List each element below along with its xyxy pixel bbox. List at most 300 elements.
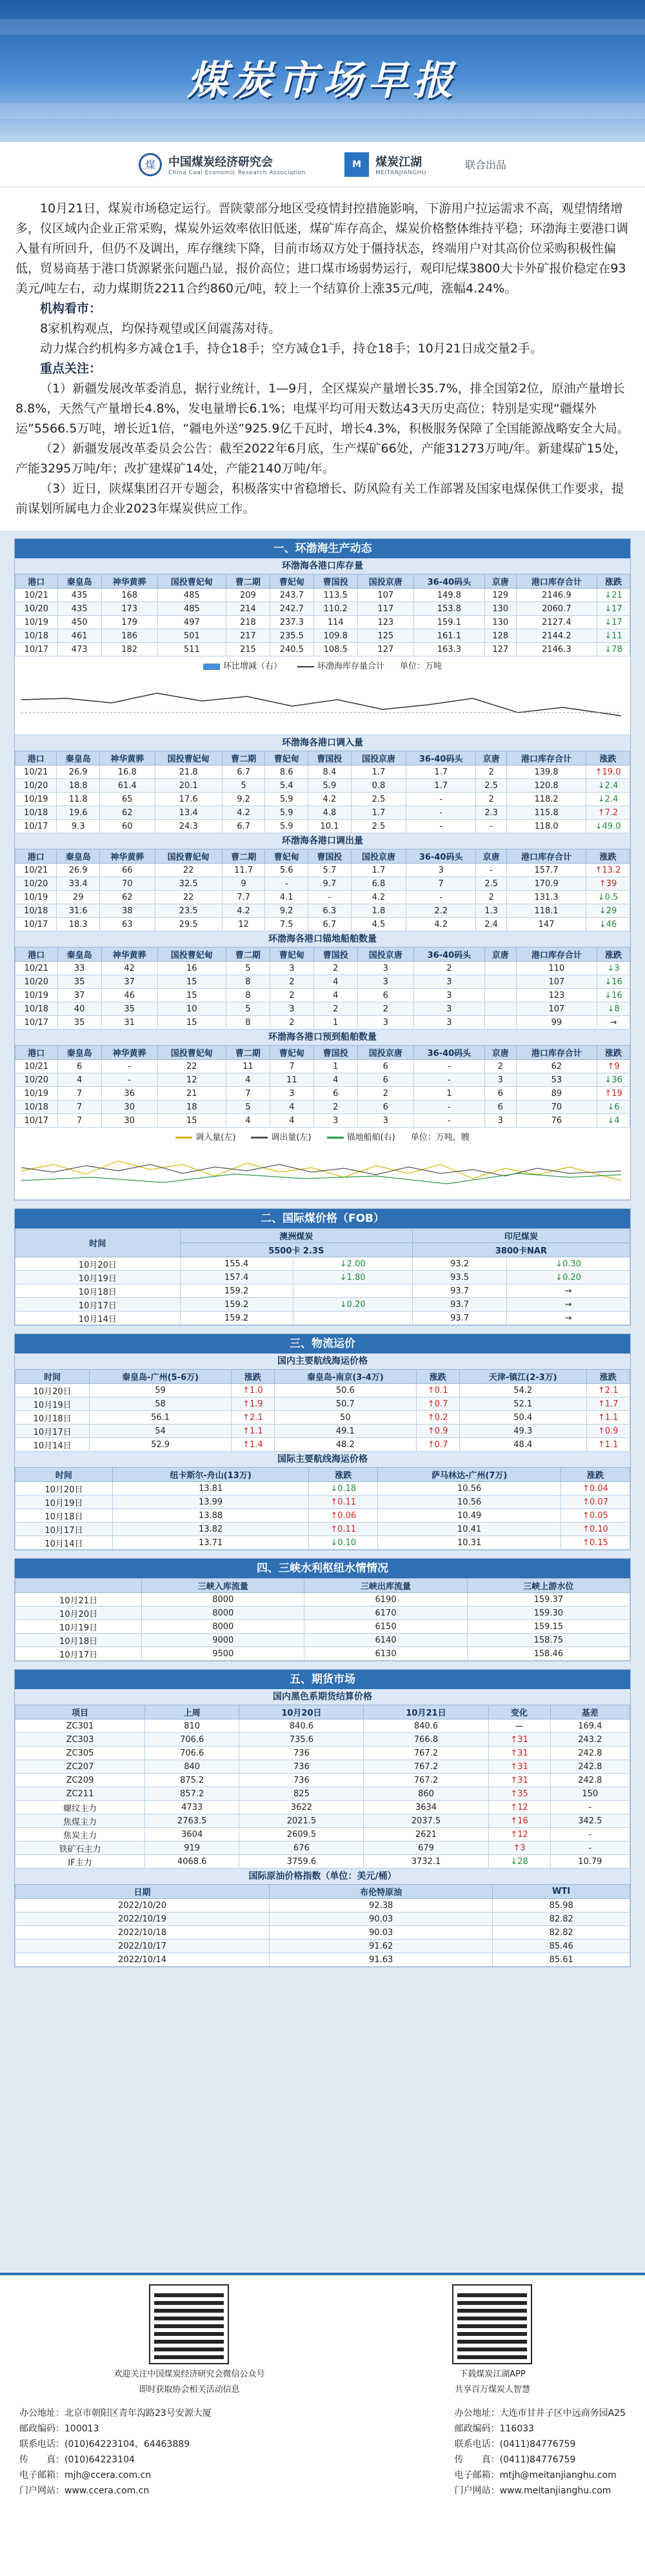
- table-cell: 10月18日: [15, 1634, 142, 1647]
- table-cell: 2.5: [351, 820, 406, 833]
- table-cell: 10/21: [15, 1060, 58, 1073]
- table-cell: 10/20: [15, 1073, 58, 1087]
- table-cell: 3: [484, 1114, 516, 1128]
- table-row: [15, 602, 630, 616]
- table-cell: 163.3: [413, 643, 484, 656]
- column-header: 国投曹妃甸: [155, 849, 222, 864]
- table-cell: 70: [100, 877, 155, 891]
- table-cell: ↓29: [586, 904, 630, 918]
- table-cell: 90.03: [270, 1926, 493, 1940]
- table-cell: 12: [157, 1073, 226, 1087]
- table-row: [15, 1425, 630, 1438]
- flow-chart: [15, 1128, 630, 1200]
- table-cell: 158.75: [467, 1634, 630, 1647]
- table-cell: 1: [413, 1087, 484, 1100]
- table-cell: 82.82: [493, 1926, 630, 1940]
- column-header: 时间: [15, 1468, 113, 1482]
- column-header: 国投京唐: [351, 751, 406, 766]
- contact-line: 传 真：(010)64223104: [19, 2455, 135, 2465]
- table-cell: 4: [226, 1114, 270, 1128]
- ccera-logo: [139, 153, 306, 176]
- table-cell: 497: [157, 616, 226, 629]
- table-cell: 2021.5: [239, 1814, 364, 1828]
- table-cell: 767.2: [364, 1760, 488, 1774]
- table-row: [15, 1828, 630, 1841]
- table-cell: 2: [476, 891, 507, 904]
- column-header: 涨跌: [597, 1046, 630, 1060]
- table-cell: 29.5: [155, 918, 222, 931]
- table-cell: IF主力: [15, 1855, 145, 1869]
- table-cell: 2146.9: [516, 589, 597, 602]
- table-cell: 159.2: [180, 1312, 293, 1325]
- table-cell: 736: [239, 1760, 364, 1774]
- table-cell: ↓0.20: [293, 1298, 412, 1312]
- oil-title: 国际原油价格指数（单位：美元/桶）: [15, 1869, 630, 1884]
- table-cell: 7: [226, 1087, 270, 1100]
- table-cell: 2.5: [476, 877, 507, 891]
- table-cell: -: [476, 864, 507, 877]
- table-row: [15, 877, 630, 891]
- table-cell: ↓2.4: [586, 779, 630, 793]
- table-row: [15, 1855, 630, 1869]
- table-row: [15, 891, 630, 904]
- table-cell: ↑0.11: [309, 1523, 378, 1536]
- table-cell: 113.5: [313, 589, 357, 602]
- column-header: 国投京唐: [351, 849, 406, 864]
- table-cell: 4.5: [351, 918, 406, 931]
- table-row: [15, 1384, 630, 1397]
- table-cell: 4.2: [351, 891, 406, 904]
- table-cell: 6.7: [222, 820, 265, 833]
- table-cell: 15: [157, 989, 226, 1002]
- org2-name: 煤炭江湖: [375, 155, 422, 169]
- table-cell: 10/18: [15, 806, 57, 820]
- table-row: [15, 1647, 630, 1661]
- table-cell: 123: [357, 616, 413, 629]
- table-cell: 26.9: [57, 766, 100, 779]
- freight-domestic-title: 国内主要航线海运价格: [15, 1354, 630, 1369]
- table-cell: 8.4: [308, 766, 352, 779]
- table-cell: ↓8: [597, 1002, 630, 1016]
- column-header: WTI: [493, 1885, 630, 1899]
- table-cell: 107: [516, 1002, 597, 1016]
- table-cell: →: [507, 1284, 630, 1298]
- table-cell: 5.4: [265, 779, 308, 793]
- table-cell: 4.2: [308, 793, 352, 806]
- column-header: 神华黄骅: [100, 849, 155, 864]
- column-header: 涨跌: [586, 751, 630, 766]
- table-cell: 37: [101, 975, 157, 989]
- table-cell: 17.6: [155, 793, 222, 806]
- table-cell: ↑1.1: [586, 1411, 630, 1425]
- summary-text: [0, 187, 645, 531]
- table-cell: 150: [550, 1787, 630, 1801]
- table-cell: 840: [144, 1760, 239, 1774]
- table-cell: 118.1: [507, 904, 586, 918]
- section-futures: [14, 1669, 631, 1967]
- column-header: 时间: [15, 1370, 90, 1384]
- column-header: 三峡上游水位: [467, 1579, 630, 1593]
- qr-code-icon: [453, 2286, 531, 2363]
- table-cell: ↓6: [597, 1100, 630, 1114]
- column-header: 港口库存合计: [516, 1046, 597, 1060]
- table-cell: 52.9: [90, 1438, 231, 1452]
- table-cell: 6.7: [222, 766, 265, 779]
- table-cell: ↑31: [488, 1760, 550, 1774]
- table-cell: 16: [157, 962, 226, 975]
- table-cell: 59: [90, 1384, 231, 1397]
- table-cell: 3: [357, 1114, 413, 1128]
- table-cell: 13.4: [155, 806, 222, 820]
- table-cell: ↓36: [597, 1073, 630, 1087]
- table-row: [15, 1760, 630, 1774]
- table-row: [15, 1016, 630, 1029]
- table-cell: 10月20日: [15, 1384, 90, 1397]
- table-cell: ↑0.07: [561, 1496, 630, 1509]
- table-row: [15, 1953, 630, 1967]
- table-cell: 26.9: [57, 864, 100, 877]
- table-cell: 10/19: [15, 616, 58, 629]
- table-cell: 2: [313, 1002, 357, 1016]
- table-cell: 5.9: [265, 793, 308, 806]
- table-cell: 161.1: [413, 629, 484, 643]
- out-title: 环渤海各港口调出量: [15, 833, 630, 849]
- section5-title: 五、期货市场: [15, 1670, 630, 1689]
- table-cell: 107: [516, 975, 597, 989]
- table-cell: 31.6: [57, 904, 100, 918]
- column-header: 曹国投: [313, 1046, 357, 1060]
- oil-table: [15, 1884, 630, 1967]
- column-header: 港口: [15, 849, 57, 864]
- table-cell: 209: [226, 589, 270, 602]
- table-row: [15, 1284, 630, 1298]
- futures-title: 国内黑色系期货结算价格: [15, 1689, 630, 1705]
- table-cell: 3: [484, 1073, 516, 1087]
- column-header: 曹国投: [308, 849, 352, 864]
- section1-title: 一、环渤海生产动态: [15, 539, 630, 558]
- table-cell: 10月17日: [15, 1647, 142, 1661]
- column-header: 秦皇岛-南京(3-4万): [275, 1370, 416, 1384]
- table-cell: 49.3: [459, 1425, 586, 1438]
- table-cell: 56.1: [90, 1411, 231, 1425]
- table-cell: 342.5: [550, 1814, 630, 1828]
- column-header: 秦皇岛-广州(5-6万): [90, 1370, 231, 1384]
- table-cell: 螺纹主力: [15, 1801, 145, 1814]
- legend-anchor: 锚地船舶(右): [327, 1130, 395, 1142]
- table-cell: ↑7.2: [586, 806, 630, 820]
- table-cell: 10: [157, 1002, 226, 1016]
- table-cell: 93.5: [412, 1271, 506, 1284]
- table-cell: 13.81: [112, 1482, 308, 1496]
- table-cell: ↑16: [488, 1814, 550, 1828]
- table-cell: 7: [406, 877, 476, 891]
- footer: [0, 2273, 645, 2576]
- table-cell: 3: [270, 1087, 313, 1100]
- table-cell: 810: [144, 1719, 239, 1733]
- table-cell: 2022/10/20: [15, 1899, 270, 1912]
- table-cell: 110: [516, 962, 597, 975]
- table-cell: 2.2: [406, 904, 476, 918]
- table-cell: 217: [226, 629, 270, 643]
- contact-line: 电子邮箱：mjh@ccera.com.cn: [19, 2470, 152, 2480]
- table-cell: 40: [57, 1002, 101, 1016]
- table-cell: ↑0.11: [309, 1496, 378, 1509]
- table-cell: 3: [357, 1016, 413, 1029]
- table-cell: 49.1: [275, 1425, 416, 1438]
- table-cell: 2: [313, 962, 357, 975]
- table-cell: 10月17日: [15, 1425, 90, 1438]
- column-header: 神华黄骅: [101, 1046, 157, 1060]
- table-cell: 2037.5: [364, 1814, 488, 1828]
- table-cell: 3604: [144, 1828, 239, 1841]
- anchor-title: 环渤海各港口锚地船舶数量: [15, 931, 630, 947]
- table-cell: 1.3: [476, 904, 507, 918]
- table-cell: ↑19: [597, 1087, 630, 1100]
- table-cell: 6: [357, 1100, 413, 1114]
- table-cell: ↓0.18: [309, 1482, 378, 1496]
- table-cell: 10/21: [15, 766, 57, 779]
- table-cell: 147: [507, 918, 586, 931]
- table-cell: 93.2: [412, 1257, 506, 1271]
- table-cell: 243.7: [270, 589, 313, 602]
- table-cell: 2763.5: [144, 1814, 239, 1828]
- legend-out: 调出量(左): [251, 1130, 311, 1142]
- table-row: [15, 1087, 630, 1100]
- table-cell: ↑0.10: [561, 1523, 630, 1536]
- table-cell: 6.3: [308, 904, 352, 918]
- column-header: 曹国投: [313, 574, 357, 589]
- table-cell: ↑1.7: [586, 1397, 630, 1411]
- table-cell: [484, 1002, 516, 1016]
- table-row: [15, 806, 630, 820]
- table-cell: 10月21日: [15, 1593, 142, 1607]
- column-header: 港口库存合计: [507, 849, 586, 864]
- table-cell: 10.56: [378, 1496, 561, 1509]
- table-cell: ↑1.1: [231, 1425, 274, 1438]
- table-cell: 9500: [142, 1647, 304, 1661]
- table-cell: 10.41: [378, 1523, 561, 1536]
- table-cell: 7: [57, 1114, 101, 1128]
- column-header: 曹二期: [226, 948, 270, 962]
- in-table: [15, 751, 630, 833]
- table-cell: 485: [157, 602, 226, 616]
- table-cell: 8000: [142, 1620, 304, 1634]
- section3-title: 三、物流运价: [15, 1334, 630, 1354]
- table-cell: 237.3: [270, 616, 313, 629]
- column-header: 变化: [488, 1705, 550, 1719]
- column-header: 国投曹妃甸: [157, 948, 226, 962]
- table-row: [15, 1100, 630, 1114]
- table-cell: ↑2.1: [586, 1384, 630, 1397]
- table-row: [15, 864, 630, 877]
- column-header: 国投京唐: [357, 1046, 413, 1060]
- column-header: 曹二期: [226, 1046, 270, 1060]
- table-cell: ↓0.30: [507, 1257, 630, 1271]
- table-row: [15, 820, 630, 833]
- table-cell: 3759.6: [239, 1855, 364, 1869]
- table-cell: 6150: [304, 1620, 467, 1634]
- table-cell: 2022/10/14: [15, 1953, 270, 1967]
- table-row: [15, 975, 630, 989]
- org1-en: China Coal Economic Research Association: [168, 169, 306, 176]
- table-row: [15, 616, 630, 629]
- table-cell: 115.8: [507, 806, 586, 820]
- contact-line: 传 真：(0411)84776759: [454, 2455, 576, 2465]
- table-cell: →: [507, 1312, 630, 1325]
- table-cell: ↓21: [597, 589, 630, 602]
- table-cell: 4: [313, 989, 357, 1002]
- table-cell: 473: [57, 643, 101, 656]
- table-cell: 4733: [144, 1801, 239, 1814]
- table-cell: 825: [239, 1787, 364, 1801]
- section-freight: [14, 1334, 631, 1550]
- table-cell: 2144.2: [516, 629, 597, 643]
- table-cell: 10/20: [15, 779, 57, 793]
- table-cell: 16.8: [100, 766, 155, 779]
- table-cell: 10/21: [15, 864, 57, 877]
- table-cell: 4.2: [222, 806, 265, 820]
- table-cell: ↑1.4: [231, 1438, 274, 1452]
- table-cell: ZC209: [15, 1774, 145, 1787]
- table-row: [15, 1002, 630, 1016]
- table-cell: ↑31: [488, 1747, 550, 1760]
- table-cell: 63: [100, 918, 155, 931]
- table-cell: ↑0.9: [586, 1425, 630, 1438]
- table-cell: 10/17: [15, 918, 57, 931]
- table-row: [15, 1940, 630, 1953]
- table-cell: 240.5: [270, 643, 313, 656]
- table-cell: 179: [101, 616, 157, 629]
- table-cell: ↓16: [597, 975, 630, 989]
- futures-table: [15, 1705, 630, 1869]
- table-cell: 7.5: [265, 918, 308, 931]
- table-row: [15, 1747, 630, 1760]
- table-cell: 242.8: [550, 1760, 630, 1774]
- table-cell: 10月19日: [15, 1620, 142, 1634]
- table-cell: 66: [100, 864, 155, 877]
- table-cell: 3622: [239, 1801, 364, 1814]
- table-cell: [484, 1016, 516, 1029]
- table-cell: 2022/10/17: [15, 1940, 270, 1953]
- three-gorges-table: [15, 1578, 630, 1661]
- table-cell: -: [101, 1060, 157, 1073]
- contact-line: 门户网站：www.ccera.com.cn: [19, 2486, 150, 2496]
- column-header: 京唐: [484, 574, 516, 589]
- table-cell: 22: [155, 864, 222, 877]
- table-cell: 2022/10/18: [15, 1926, 270, 1940]
- table-cell: -: [413, 1060, 484, 1073]
- table-cell: 6190: [304, 1593, 467, 1607]
- table-cell: 82.82: [493, 1912, 630, 1926]
- section2-title: 二、国际煤价格（FOB）: [15, 1209, 630, 1228]
- table-cell: 6130: [304, 1647, 467, 1661]
- table-row: [15, 1912, 630, 1926]
- table-row: [15, 1482, 630, 1496]
- table-cell: 2: [357, 1087, 413, 1100]
- table-cell: 91.63: [270, 1953, 493, 1967]
- table-cell: ↑0.05: [561, 1509, 630, 1523]
- table-cell: 10月18日: [15, 1509, 113, 1523]
- table-cell: 10.56: [378, 1482, 561, 1496]
- table-cell: 511: [157, 643, 226, 656]
- table-cell: 10/19: [15, 1087, 58, 1100]
- table-row: [15, 1312, 630, 1325]
- table-row: [15, 1733, 630, 1747]
- column-header: 36-40码头: [413, 574, 484, 589]
- qr-code-icon: [150, 2286, 228, 2363]
- table-cell: ↓28: [488, 1855, 550, 1869]
- table-cell: 焦煤主力: [15, 1814, 145, 1828]
- table-cell: 42: [101, 962, 157, 975]
- table-cell: 10月18日: [15, 1284, 181, 1298]
- table-cell: ↓1.80: [293, 1271, 412, 1284]
- table-cell: 679: [364, 1841, 488, 1855]
- table-row: [15, 1397, 630, 1411]
- table-cell: 120.8: [507, 779, 586, 793]
- table-cell: 11: [270, 1073, 313, 1087]
- table-cell: 15: [157, 975, 226, 989]
- column-header: 秦皇岛: [57, 751, 100, 766]
- table-cell: 33.4: [57, 877, 100, 891]
- table-cell: ↓17: [597, 616, 630, 629]
- table-cell: 706.6: [144, 1747, 239, 1760]
- column-header: 涨跌: [597, 574, 630, 589]
- table-row: [15, 1634, 630, 1647]
- anchor-table: [15, 947, 630, 1029]
- table-cell: 182: [101, 643, 157, 656]
- table-cell: ↑1.0: [231, 1384, 274, 1397]
- org1-name: 中国煤炭经济研究会: [168, 155, 273, 169]
- contact-line: 邮政编码：100013: [19, 2424, 99, 2434]
- table-cell: 159.2: [180, 1298, 293, 1312]
- table-cell: ↑39: [586, 877, 630, 891]
- table-cell: ↑0.2: [416, 1411, 459, 1425]
- table-cell: 1.7: [406, 779, 476, 793]
- table-row: [15, 1257, 630, 1271]
- page-title: 煤炭市场早报: [186, 57, 458, 104]
- table-row: [15, 1438, 630, 1452]
- column-header: 神华黄骅: [101, 574, 157, 589]
- table-cell: 33: [57, 962, 101, 975]
- legend-total: 环渤海库存量合计: [297, 659, 384, 671]
- column-header: 港口库存合计: [516, 948, 597, 962]
- column-header: 项目: [15, 1705, 145, 1719]
- table-cell: 2: [476, 793, 507, 806]
- table-cell: -: [550, 1828, 630, 1841]
- table-cell: ↑0.9: [416, 1425, 459, 1438]
- table-cell: 90.03: [270, 1912, 493, 1926]
- table-cell: 6.8: [351, 877, 406, 891]
- table-cell: 11.8: [57, 793, 100, 806]
- table-cell: 85.46: [493, 1940, 630, 1953]
- table-row: [15, 1271, 630, 1284]
- table-cell: 129: [484, 589, 516, 602]
- table-row: [15, 1593, 630, 1607]
- table-cell: 8: [226, 975, 270, 989]
- table-cell: 6.7: [308, 918, 352, 931]
- column-header: 曹国投: [308, 751, 352, 766]
- table-cell: 159.37: [467, 1593, 630, 1607]
- summary-p2: 8家机构观点，均保持观望或区间震荡对待。: [40, 321, 281, 336]
- table-row: [15, 1496, 630, 1509]
- table-cell: 159.30: [467, 1607, 630, 1620]
- in-title: 环渤海各港口调入量: [15, 735, 630, 751]
- stock-table: [15, 574, 630, 656]
- table-cell: 10/19: [15, 793, 57, 806]
- table-cell: 13.99: [112, 1496, 308, 1509]
- table-cell: 435: [57, 602, 101, 616]
- table-cell: -: [550, 1841, 630, 1855]
